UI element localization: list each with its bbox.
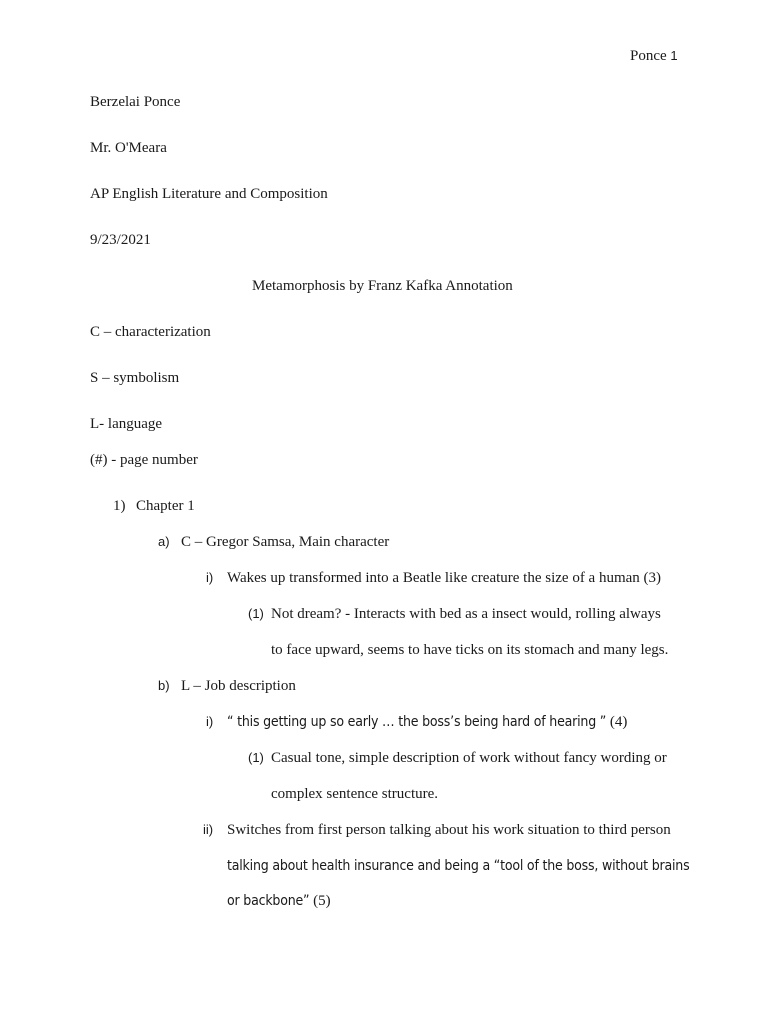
outline-b-ii-line2: talking about health insurance and being a “tool of the boss, without brains	[227, 858, 690, 874]
outline-a-text: C – Gregor Samsa, Main character	[181, 534, 390, 550]
legend-item-characterization: C – characterization	[90, 324, 211, 340]
outline-b-ii-line3	[227, 892, 331, 910]
outline-b-i-1-line1: Casual tone, simple description of work without fancy wording or	[271, 750, 667, 766]
outline-b-ii-line3-page: (5)	[313, 893, 331, 909]
student-name: Berzelai Ponce	[90, 94, 181, 110]
outline-b-ii-line1: Switches from first person talking about his work situation to third person	[227, 822, 671, 838]
outline-marker-chapter: 1)	[113, 498, 126, 514]
legend-item-symbolism: S – symbolism	[90, 370, 180, 386]
header-surname: Ponce	[630, 48, 667, 64]
date: 9/23/2021	[90, 232, 151, 248]
outline-chapter-title: Chapter 1	[136, 498, 195, 514]
outline-a-i-1-line1: Not dream? - Interacts with bed as a insect would, rolling always	[271, 606, 661, 622]
running-header	[630, 47, 678, 65]
outline-marker-a-i-1: (1)	[248, 606, 264, 621]
outline-marker-b-i-1: (1)	[248, 750, 264, 765]
outline-b-i-1-line2: complex sentence structure.	[271, 786, 439, 802]
outline-marker-b-ii: ii)	[203, 822, 214, 837]
teacher-name: Mr. O'Meara	[90, 140, 167, 156]
outline-a-i-text: Wakes up transformed into a Beatle like creature the size of a human (3)	[227, 570, 662, 586]
outline-b-i-quote: “ this getting up so early … the boss’s being hard of hearing ”	[227, 714, 607, 730]
outline-b-ii-line3-quote: or backbone”	[227, 893, 310, 909]
outline-a-i-1-line2: to face upward, seems to have ticks on its stomach and many legs.	[271, 642, 669, 658]
outline-marker-a: a)	[158, 534, 170, 549]
course-name: AP English Literature and Composition	[90, 186, 328, 202]
outline-b-text: L – Job description	[181, 678, 296, 694]
legend-item-language: L- language	[90, 416, 163, 432]
outline-marker-a-i: i)	[206, 570, 214, 585]
header-page-number: 1	[670, 48, 678, 63]
outline-b-i-page: (4)	[609, 714, 628, 730]
outline-marker-b-i: i)	[206, 714, 214, 729]
legend-item-page-number: (#) - page number	[90, 452, 198, 468]
page-title: Metamorphosis by Franz Kafka Annotation	[252, 278, 513, 294]
outline-b-i-text	[227, 713, 627, 731]
outline-marker-b: b)	[158, 678, 170, 693]
